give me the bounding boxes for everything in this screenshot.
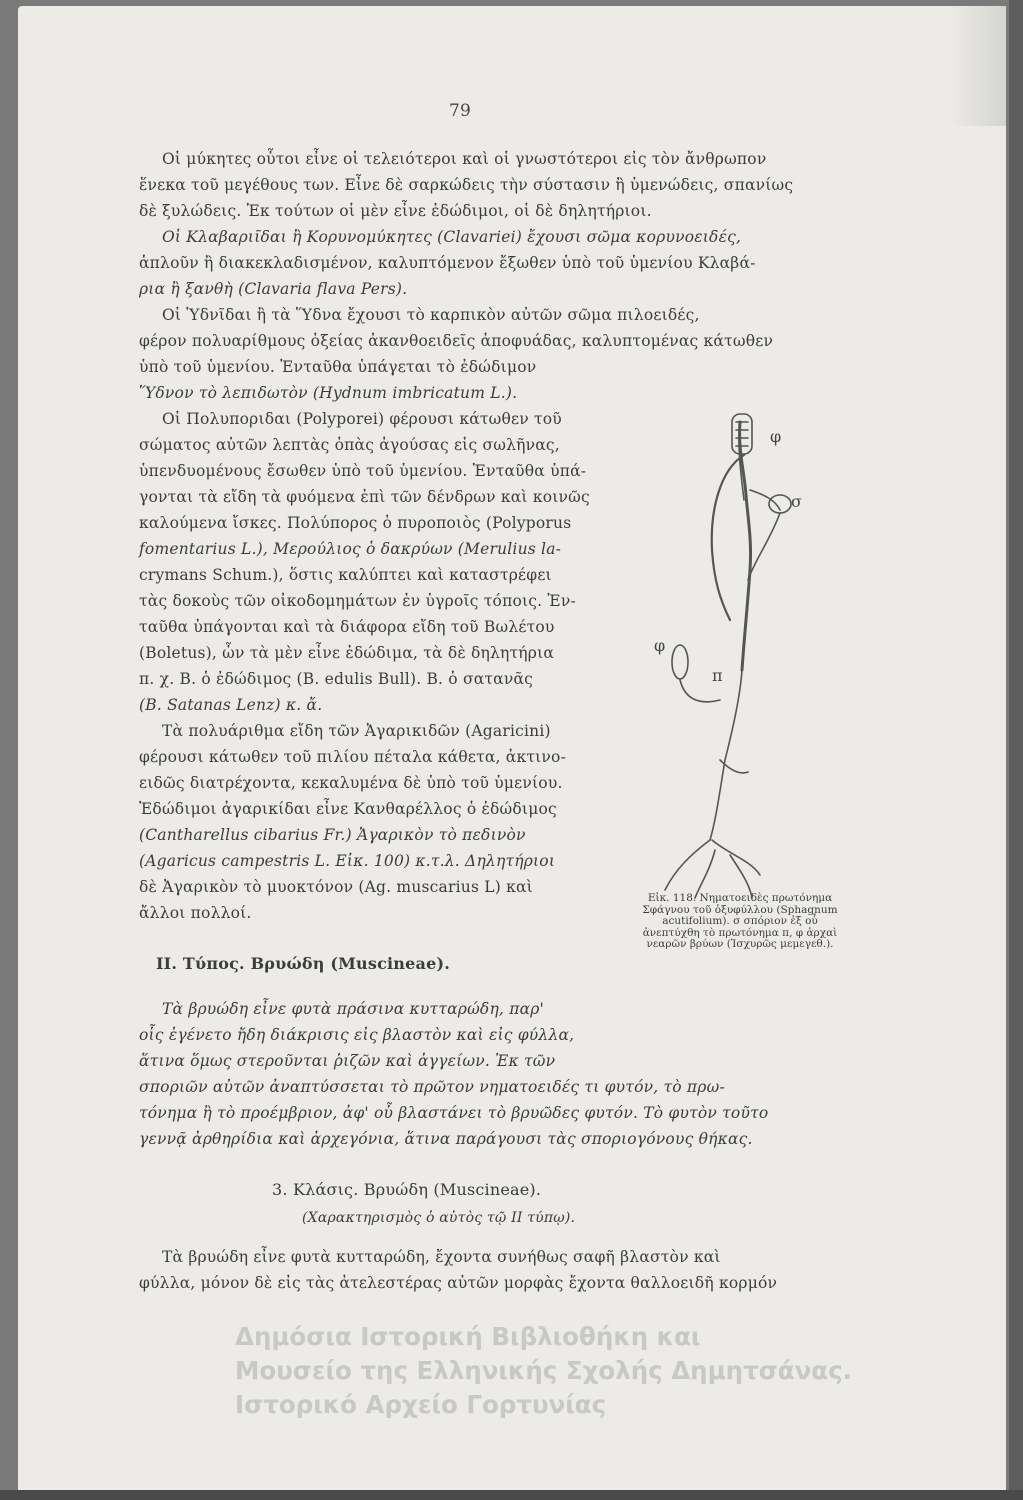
text-line: Τὰ βρυώδη εἶνε φυτὰ κυτταρώδη, ἔχοντα συνήθως σαφῆ βλαστὸν καὶ bbox=[162, 1248, 721, 1266]
text-line: π. χ. Β. ὁ ἐδώδιμος (B. edulis Bull). Β. ὁ σατανᾶς bbox=[139, 670, 534, 688]
text-line: ἕνεκα τοῦ μεγέθους των. Εἶνε δὲ σαρκώδεις τὴν σύστασιν ἢ ὑμενώδεις, σπανίως bbox=[139, 176, 794, 194]
protonema-illustration bbox=[640, 400, 840, 900]
figure-label-sigma: σ bbox=[791, 492, 802, 511]
class-heading: 3. Κλάσις. Βρυώδη (Muscineae). bbox=[272, 1180, 542, 1199]
text-line: ἅτινα ὅμως στεροῦνται ῥιζῶν καὶ ἀγγείων. Ἐκ τῶν bbox=[139, 1052, 556, 1070]
text-line: ὑπενδυομένους ἔσωθεν ὑπὸ τοῦ ὑμενίου. Ἐνταῦθα ὑπά- bbox=[139, 462, 587, 480]
page-number: 79 bbox=[449, 101, 472, 121]
class-subtitle: (Χαρακτηρισμὸς ὁ αὐτὸς τῷ II τύπῳ). bbox=[302, 1210, 576, 1226]
text-line: Ἐδώδιμοι ἀγαρικίδαι εἶνε Κανθαρέλλος ὁ ἐδώδιμος bbox=[139, 800, 557, 818]
page-stack-edge bbox=[1009, 0, 1023, 1500]
watermark-line: Ιστορικό Αρχείο Γορτυνίας bbox=[235, 1390, 607, 1419]
archive-watermark bbox=[235, 1320, 852, 1422]
text-line: γεννᾷ ἀρθηρίδια καὶ ἀρχεγόνια, ἅτινα παράγουσι τὰς σποριογόνους θήκας. bbox=[139, 1130, 753, 1148]
text-line: ἄλλοι πολλοί. bbox=[139, 904, 252, 922]
page-fold-shadow bbox=[950, 6, 1006, 126]
text-line: (B. Satanas Lenz) κ. ἄ. bbox=[139, 696, 323, 714]
text-line: Οἱ Ὑδνῖδαι ἢ τὰ Ὕδνα ἔχουσι τὸ καρπικὸν αὐτῶν σῶμα πιλοειδές, bbox=[162, 306, 700, 324]
figure-label-pi: π bbox=[712, 666, 723, 685]
page-bottom-edge bbox=[0, 1490, 1023, 1500]
text-line: ειδῶς διατρέχοντα, κεκαλυμένα δὲ ὑπὸ τοῦ ὑμενίου. bbox=[139, 774, 563, 792]
text-line: δὲ ξυλώδεις. Ἐκ τούτων οἱ μὲν εἶνε ἐδώδιμοι, οἱ δὲ δηλητήριοι. bbox=[139, 202, 652, 220]
text-line: (Agaricus campestris L. Εἰκ. 100) κ.τ.λ. Δηλητήριοι bbox=[139, 852, 556, 870]
text-line: οἷς ἐγένετο ἤδη διάκρισις εἰς βλαστὸν καὶ εἰς φύλλα, bbox=[139, 1026, 575, 1044]
text-line: ρια ἢ ξανθὴ (Clavaria flava Pers). bbox=[139, 280, 408, 298]
text-line: σποριῶν αὐτῶν ἀναπτύσσεται τὸ πρῶτον νηματοειδές τι φυτόν, τὸ πρω- bbox=[139, 1078, 725, 1096]
text-line: Τὰ πολυάριθμα εἴδη τῶν Ἀγαρικιδῶν (Agaricini) bbox=[162, 722, 551, 740]
figure-caption: Εἰκ. 118. Νηματοειδὲς πρωτόνημα Σφάγνου τοῦ ὀξυφύλλου (Sphagnum acutifolium). σ σπόριον ἐξ οὗ ἀνεπτύχθη τὸ πρωτόνημα π, φ ἀρχαὶ νεαρῶν βρύων (Ἰσχυρῶς μεμεγεθ.). bbox=[642, 892, 838, 951]
section-heading: II. Τύπος. Βρυώδη (Muscineae). bbox=[156, 954, 450, 973]
text-line: crymans Schum.), ὅστις καλύπτει καὶ καταστρέφει bbox=[139, 566, 552, 584]
text-line: γονται τὰ εἴδη τὰ φυόμενα ἐπὶ τῶν δένδρων καὶ κοινῶς bbox=[139, 488, 590, 506]
figure-label-phi-bottom: φ bbox=[654, 636, 666, 655]
text-line: ἁπλοῦν ἢ διακεκλαδισμένον, καλυπτόμενον ἔξωθεν ὑπὸ τοῦ ὑμενίου Κλαβά- bbox=[139, 254, 756, 272]
text-line: φέρον πολυαρίθμους ὀξείας ἀκανθοειδεῖς ἀποφυάδας, καλυπτομένας κάτωθεν bbox=[139, 332, 774, 350]
watermark-line: Δημόσια Ιστορική Βιβλιοθήκη και bbox=[235, 1322, 701, 1351]
text-line: καλούμενα ἴσκες. Πολύπορος ὁ πυροποιὸς (Polyporus bbox=[139, 514, 572, 532]
text-line: φέρουσι κάτωθεν τοῦ πιλίου πέταλα κάθετα, ἀκτινο- bbox=[139, 748, 567, 766]
text-line: ὑπὸ τοῦ ὑμενίου. Ἐνταῦθα ὑπάγεται τὸ ἐδώδιμον bbox=[139, 358, 537, 376]
text-line: ταῦθα ὑπάγονται καὶ τὰ διάφορα εἴδη τοῦ Βωλέτου bbox=[139, 618, 555, 636]
text-line: τόνημα ἢ τὸ προέμβριον, ἀφ' οὗ βλαστάνει τὸ βρυῶδες φυτόν. Τὸ φυτὸν τοῦτο bbox=[139, 1104, 769, 1122]
watermark-line: Μουσείο της Ελληνικής Σχολής Δημητσάνας. bbox=[235, 1356, 852, 1385]
text-line: φύλλα, μόνον δὲ εἰς τὰς ἀτελεστέρας αὐτῶν μορφὰς ἔχοντα θαλλοειδῆ κορμόν bbox=[139, 1274, 778, 1292]
text-line: Οἱ Πολυποριδαι (Polyporei) φέρουσι κάτωθεν τοῦ bbox=[162, 410, 562, 428]
text-line: (Boletus), ὧν τὰ μὲν εἶνε ἐδώδιμα, τὰ δὲ δηλητήρια bbox=[139, 644, 555, 662]
text-line: Οἱ Κλαβαριῖδαι ἢ Κορυνομύκητες (Clavariei) ἔχουσι σῶμα κορυνοειδές, bbox=[162, 228, 742, 246]
text-line: δὲ Ἀγαρικὸν τὸ μυοκτόνον (Ag. muscarius L) καὶ bbox=[139, 878, 533, 896]
text-line: Οἱ μύκητες οὗτοι εἶνε οἱ τελειότεροι καὶ οἱ γνωστότεροι εἰς τὸν ἄνθρωπον bbox=[162, 150, 767, 168]
text-line: Τὰ βρυώδη εἶνε φυτὰ πράσινα κυτταρώδη, παρ' bbox=[162, 1000, 545, 1018]
figure-label-phi-top: φ bbox=[770, 427, 782, 446]
text-line: σώματος αὐτῶν λεπτὰς ὀπὰς ἀγούσας εἰς σωλῆνας, bbox=[139, 436, 560, 454]
text-line: τὰς δοκοὺς τῶν οἰκοδομημάτων ἐν ὑγροῖς τόποις. Ἐν- bbox=[139, 592, 576, 610]
text-line: fomentarius L.), Μερούλιος ὁ δακρύων (Merulius la- bbox=[139, 540, 562, 558]
text-line: Ὕδνον τὸ λεπιδωτὸν (Hydnum imbricatum L.). bbox=[139, 384, 518, 402]
text-line: (Cantharellus cibarius Fr.) Ἀγαρικὸν τὸ πεδινὸν bbox=[139, 826, 526, 844]
